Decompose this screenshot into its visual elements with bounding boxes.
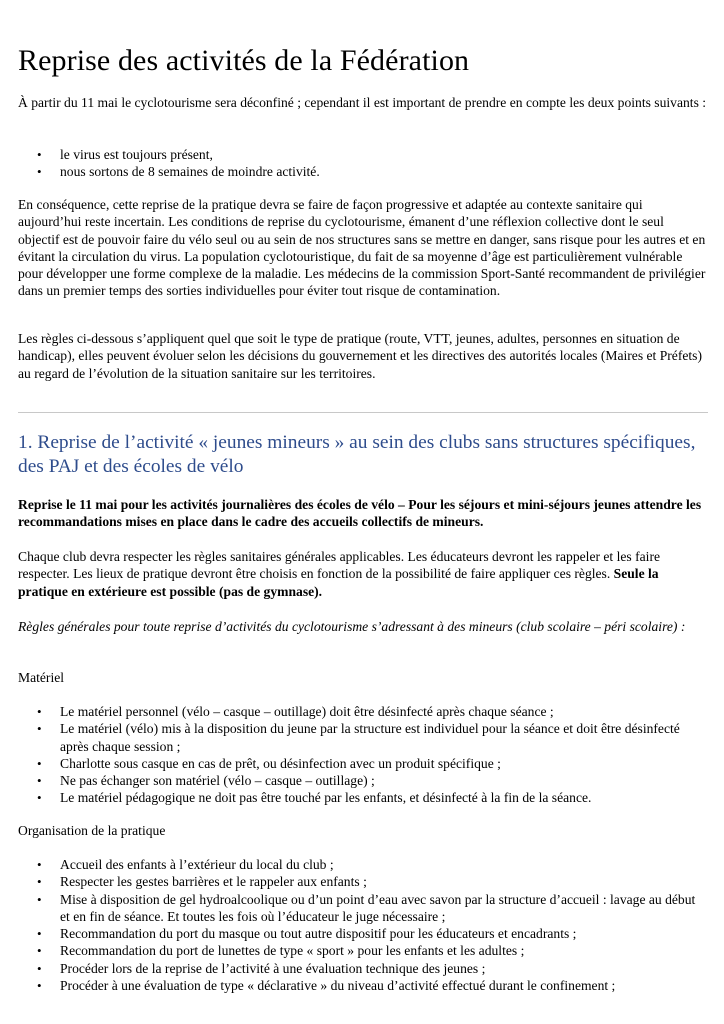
organisation-heading: Organisation de la pratique <box>18 823 166 838</box>
list-item: • Ne pas échanger son matériel (vélo – casque – outillage) ; <box>37 773 375 789</box>
materiel-heading: Matériel <box>18 670 65 685</box>
bullet-icon: • <box>37 704 42 719</box>
intro-paragraph: À partir du 11 mai le cyclotourisme sera déconfiné ; cependant il est important de prendre en compte les deux points suivants : <box>18 95 707 110</box>
list-item: • Accueil des enfants à l’extérieur du local du club ; <box>37 857 334 872</box>
club-rules-paragraph: Chaque club devra respecter les règles sanitaires générales applicables. Les éducateurs devront les rappeler et les faire respecter. Les lieux de pratique devront être choisis en fonction de la possibilité de faire appliquer ces règles. Seule la pratique en extérieure est possible (pas de gymnase). <box>18 549 661 599</box>
organisation-list <box>18 856 708 994</box>
bold-lead-paragraph: Reprise le 11 mai pour les activités journalières des écoles de vélo – Pour les séjours et mini-séjours jeunes attendre les recommandations mises en place dans le cadre des accueils collectifs de mineurs. <box>18 497 702 530</box>
bullet-icon: • <box>37 790 42 806</box>
list-item: • Le matériel personnel (vélo – casque – outillage) doit être désinfecté après chaque séance ; <box>37 704 554 719</box>
list-item: • Respecter les gestes barrières et le rappeler aux enfants ; <box>37 874 367 890</box>
bullet-icon: • <box>37 891 42 907</box>
bullet-icon: • <box>37 943 42 959</box>
list-item: • Charlotte sous casque en cas de prêt, ou désinfection avec un produit spécifique ; <box>37 755 501 771</box>
section-heading: 1. Reprise de l’activité « jeunes mineurs » au sein des clubs sans structures spécifiques, des PAJ et des écoles de vélo <box>18 432 696 477</box>
bullet-icon: • <box>37 960 42 976</box>
consequence-paragraph: En conséquence, cette reprise de la pratique devra se faire de façon progressive et adaptée au contexte sanitaire qui aujourd’hui reste incertain. Les conditions de reprise du cyclotourisme, émanent d’une réflexion collective dont le seul objectif est de pouvoir faire du vélo seul ou au sein de nos structures sans se mettre en danger, sans risque pour les autres et en évitant la circulation du virus. La population cyclotouristique, du fait de sa moyenne d’âge est particulièrement vulnérable pour développer une forme complexe de la maladie. Les médecins de la commission Sport-Santé recommandent de privilégier dans un premier temps des sorties individuelles pour éviter tout risque de contamination. <box>18 197 706 299</box>
general-rules-paragraph: Règles générales pour toute reprise d’activités du cyclotourisme s’adressant à des mineurs (club scolaire – péri scolaire) : <box>18 619 686 634</box>
list-item: • Mise à disposition de gel hydroalcoolique ou d’un point d’eau avec savon par la structure d’accueil : lavage au début et en fin de séance. Et toutes les fois où l’éducateur le juge nécessaire ; <box>37 891 696 924</box>
list-item: • Procéder lors de la reprise de l’activité à une évaluation technique des jeunes ; <box>37 960 486 976</box>
list-item: • Le matériel (vélo) mis à la disposition du jeune par la structure est individuel pour la séance et doit être désinfecté après chaque session ; <box>37 721 680 754</box>
bullet-icon: • <box>37 978 42 994</box>
bullet-icon: • <box>37 164 42 180</box>
list-item: • Le matériel pédagogique ne doit pas être touché par les enfants, et désinfecté à la fin de la séance. <box>37 790 592 806</box>
list-item: • Procéder à une évaluation de type « déclarative » du niveau d’activité effectué durant le confinement ; <box>37 978 616 994</box>
bullet-icon: • <box>37 874 42 890</box>
list-item: • nous sortons de 8 semaines de moindre activité. <box>37 164 320 180</box>
intro-points-list <box>18 146 708 181</box>
bullet-icon: • <box>37 926 42 942</box>
section-divider <box>18 412 708 413</box>
page-title: Reprise des activités de la Fédération <box>18 44 470 77</box>
bullet-icon: • <box>37 721 42 737</box>
bullet-icon: • <box>37 147 42 162</box>
rules-intro-paragraph: Les règles ci-dessous s’appliquent quel que soit le type de pratique (route, VTT, jeunes, adultes, personnes en situation de handicap), elles peuvent évoluer selon les décisions du gouvernement et les directives des autorités locales (Maires et Préfets) au regard de l’évolution de la situation sanitaire sur les territoires. <box>18 331 702 381</box>
materiel-list <box>18 703 708 807</box>
list-item: • Recommandation du port du masque ou tout autre dispositif pour les éducateurs et encadrants ; <box>37 926 577 942</box>
list-item: • Recommandation du port de lunettes de type « sport » pour les enfants et les adultes ; <box>37 943 525 959</box>
list-item: • le virus est toujours présent, <box>37 147 213 162</box>
bullet-icon: • <box>37 857 42 872</box>
bullet-icon: • <box>37 755 42 771</box>
bullet-icon: • <box>37 773 42 789</box>
